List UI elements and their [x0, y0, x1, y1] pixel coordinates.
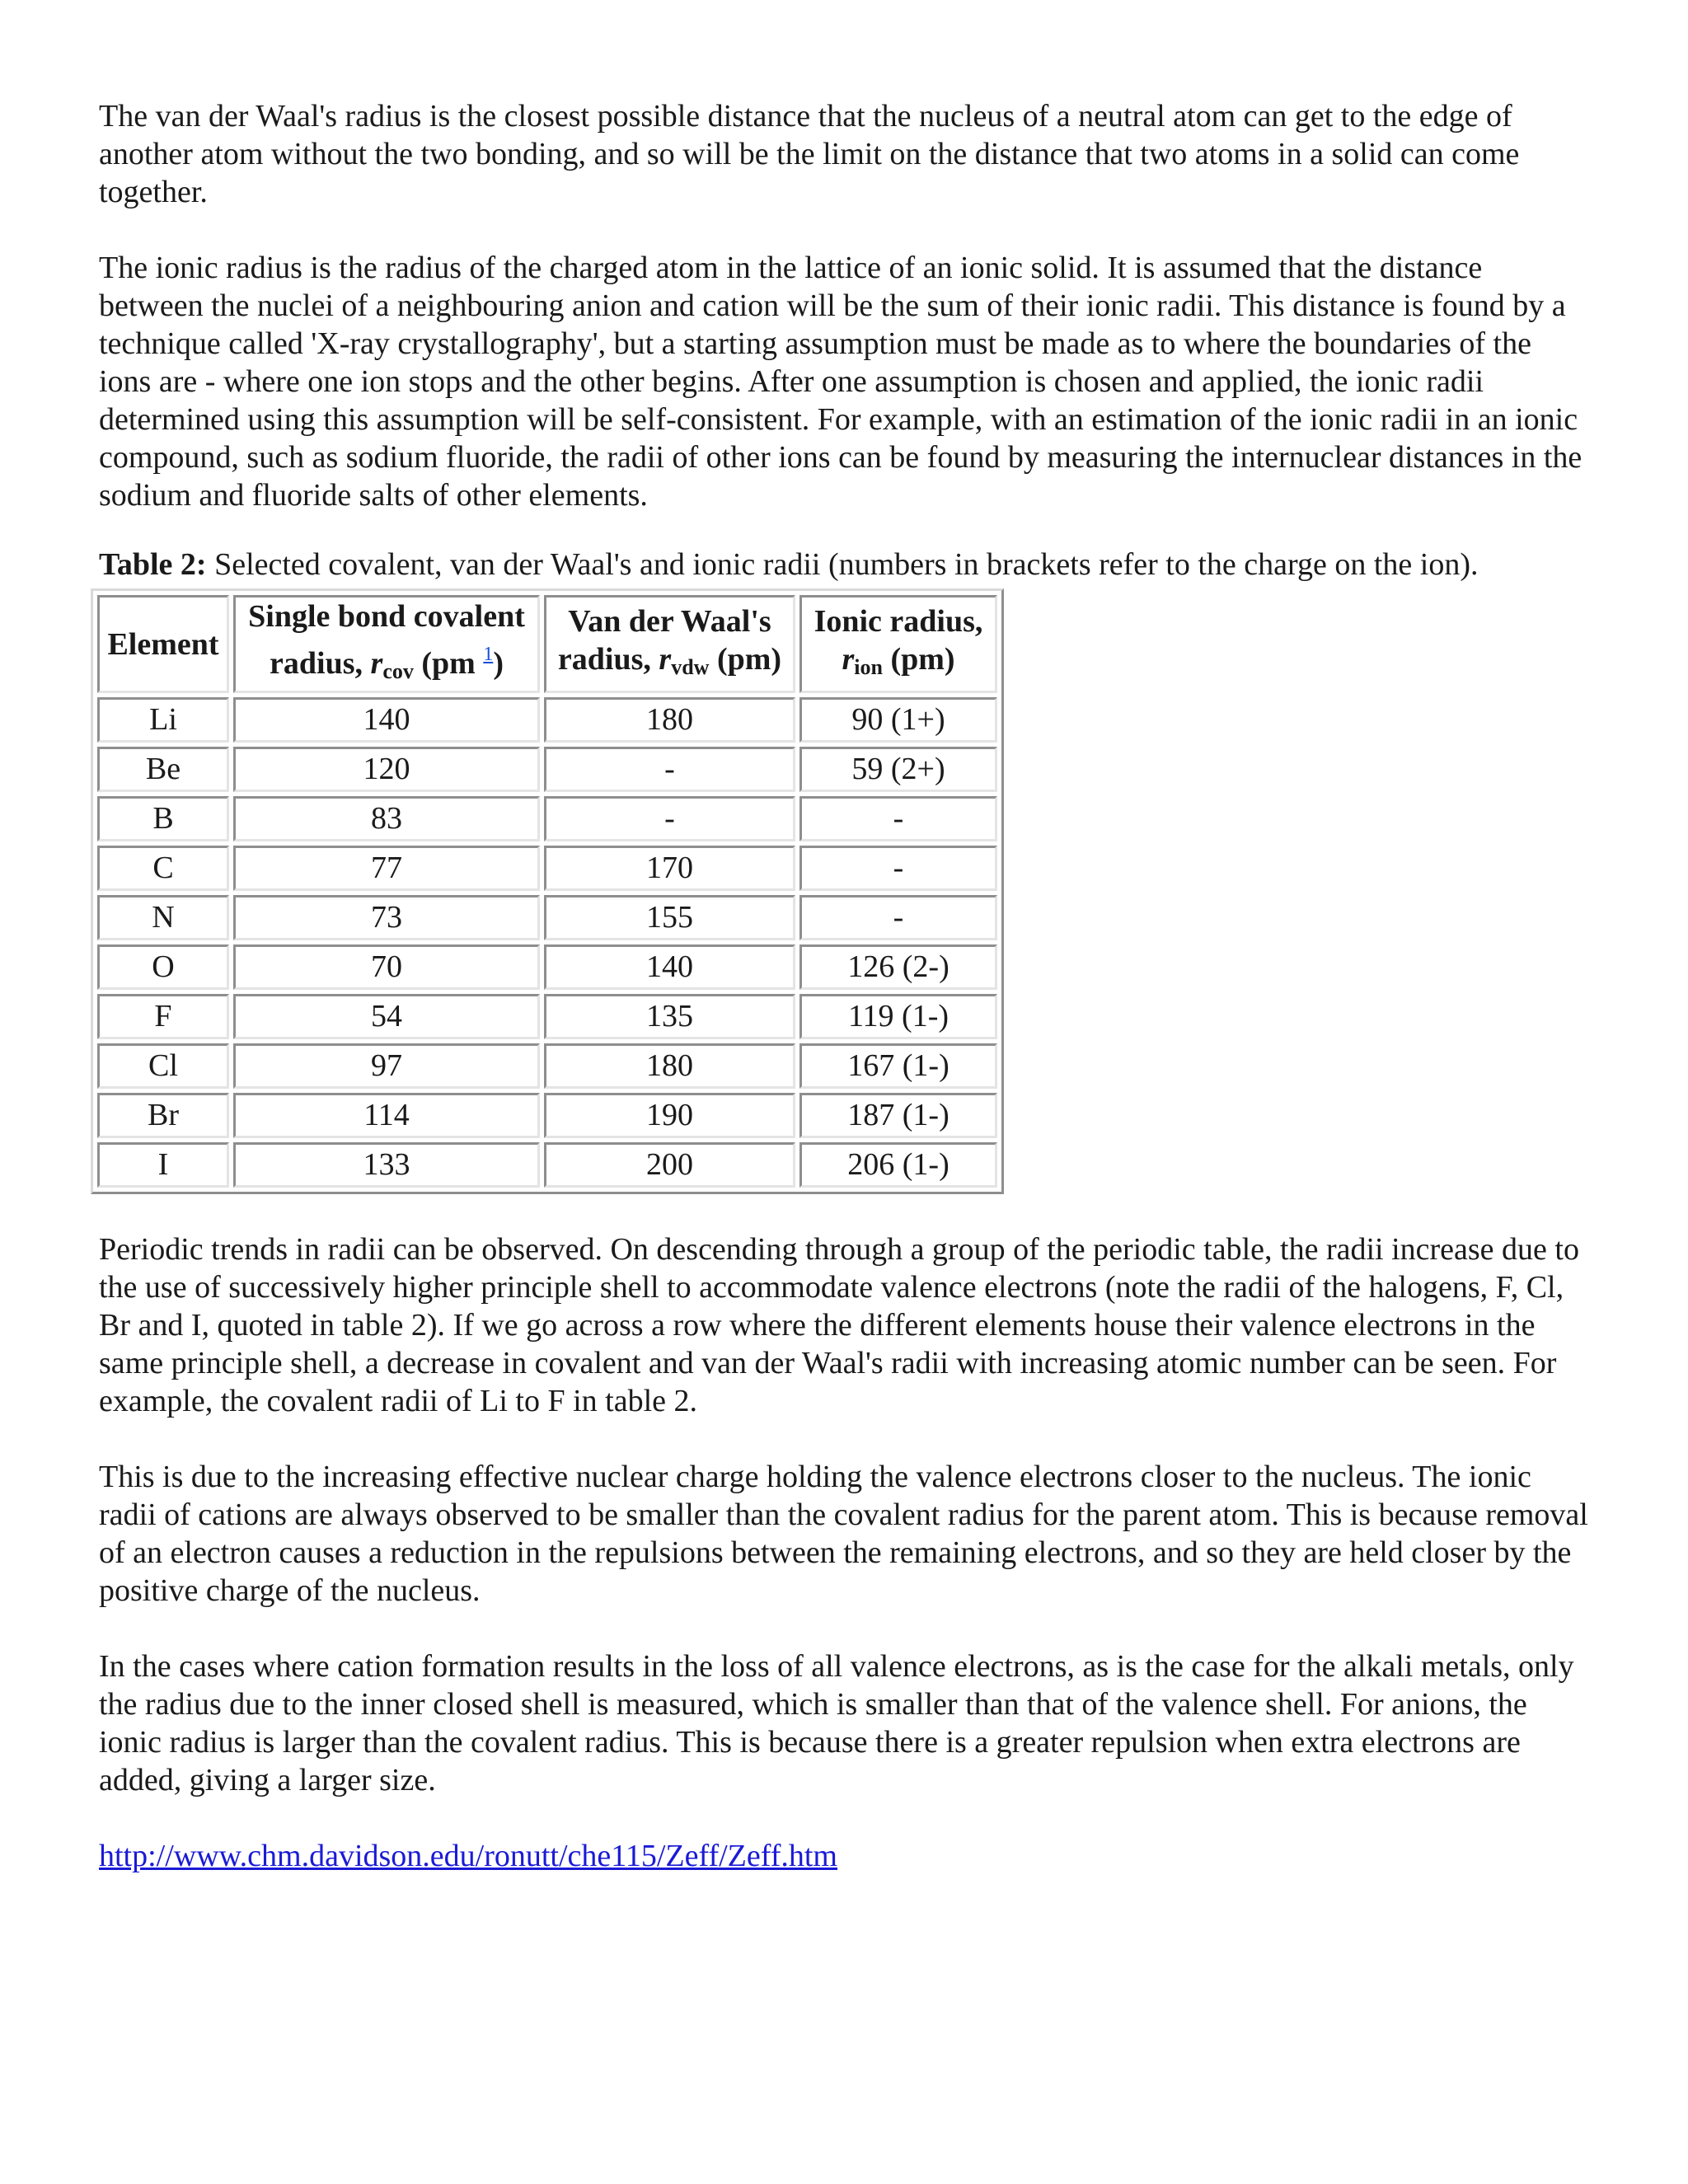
cell-covalent: 97 [233, 1043, 540, 1089]
cell-vdw: 180 [544, 1043, 795, 1089]
header-ionic-radius: Ionic radius, $r_{ion}$ (pm) [799, 595, 997, 693]
document-page [99, 97, 1591, 1875]
cell-ionic: 90 (1+) [799, 697, 997, 743]
cell-ionic: - [799, 846, 997, 891]
cell-vdw: 135 [544, 994, 795, 1039]
cell-vdw: - [544, 796, 795, 841]
table-row [97, 697, 997, 743]
table-caption-label: Table 2: [99, 547, 207, 582]
cell-ionic: 126 (2-) [799, 944, 997, 990]
cell-vdw: 200 [544, 1142, 795, 1188]
cell-vdw: 155 [544, 895, 795, 940]
cell-element: N [97, 895, 229, 940]
table-caption-text: Selected covalent, van der Waal's and ionic radii (numbers in brackets refer to the charge on the ion). [206, 547, 1479, 582]
reference-link[interactable]: http://www.chm.davidson.edu/ronutt/che115/Zeff/Zeff.htm [99, 1839, 837, 1873]
cell-covalent: 140 [233, 697, 540, 743]
table-header-row [97, 595, 997, 693]
cell-ionic: 187 (1-) [799, 1093, 997, 1138]
cell-covalent: 73 [233, 895, 540, 940]
cell-ionic: 119 (1-) [799, 994, 997, 1039]
cell-element: B [97, 796, 229, 841]
paragraph-nuclear-charge: This is due to the increasing effective nuclear charge holding the valence electrons closer to the nucleus. The ionic radii of cations are always observed to be smaller than the covalent radius for the parent atom. This is because removal of an electron causes a reduction in the repulsions between the remaining electrons, and so they are held closer by the positive charge of the nucleus. [99, 1460, 1588, 1608]
paragraph-vdw-radius: The van der Waal's radius is the closest possible distance that the nucleus of a neutral atom can get to the edge of another atom without the two bonding, and so will be the limit on the distance that two atoms in a solid can come together. [99, 99, 1520, 209]
paragraph-ionic-radius: The ionic radius is the radius of the charged atom in the lattice of an ionic solid. It is assumed that the distance between the nuclei of a neighbouring anion and cation will be the sum of their ionic radii. This distance is found by a technique called 'X-ray crystallography', but a starting assumption must be made as to where the boundaries of the ions are - where one ion stops and the other begins. After one assumption is chosen and applied, the ionic radii determined using this assumption will be self-consistent. For example, with an estimation of the ionic radii in an ionic compound, such as sodium fluoride, the radii of other ions can be found by measuring the internuclear distances in the sodium and fluoride salts of other elements. [99, 251, 1582, 513]
cell-ionic: 59 (2+) [799, 747, 997, 792]
cell-ionic: 206 (1-) [799, 1142, 997, 1188]
cell-ionic: 167 (1-) [799, 1043, 997, 1089]
table-caption [99, 546, 1591, 583]
cell-element: F [97, 994, 229, 1039]
cell-element: Br [97, 1093, 229, 1138]
cell-covalent: 83 [233, 796, 540, 841]
table-row [97, 1093, 997, 1138]
table-row [97, 994, 997, 1039]
cell-element: C [97, 846, 229, 891]
paragraph-periodic-trends: Periodic trends in radii can be observed. On descending through a group of the periodic table, the radii increase due to the use of successively higher principle shell to accommodate valence electrons (note the radii of the halogens, F, Cl, Br and I, quoted in table 2). If we go across a row where the different elements house their valence electrons in the same principle shell, a decrease in covalent and van der Waal's radii with increasing atomic number can be seen. For example, the covalent radii of Li to F in table 2. [99, 1232, 1579, 1418]
cell-vdw: 190 [544, 1093, 795, 1138]
cell-covalent: 70 [233, 944, 540, 990]
footnote-link[interactable]: 1 [483, 644, 494, 665]
cell-vdw: 140 [544, 944, 795, 990]
header-covalent-radius: Single bond covalent radius, $r_{cov}$ (pm $^1$) [233, 595, 540, 693]
table-row [97, 846, 997, 891]
cell-vdw: 180 [544, 697, 795, 743]
cell-ionic: - [799, 895, 997, 940]
paragraph-cation-anion: In the cases where cation formation results in the loss of all valence electrons, as is the case for the alkali metals, only the radius due to the inner closed shell is measured, which is smaller than that of the valence shell. For anions, the ionic radius is larger than the covalent radius. This is because there is a greater repulsion when extra electrons are added, giving a larger size. [99, 1649, 1574, 1797]
cell-vdw: 170 [544, 846, 795, 891]
cell-covalent: 77 [233, 846, 540, 891]
table-row [97, 944, 997, 990]
cell-ionic: - [799, 796, 997, 841]
cell-covalent: 133 [233, 1142, 540, 1188]
table-row [97, 1142, 997, 1188]
table-body [97, 697, 997, 1188]
cell-element: Be [97, 747, 229, 792]
header-element: Element [97, 595, 229, 693]
table-row [97, 796, 997, 841]
table-row [97, 1043, 997, 1089]
cell-element: Li [97, 697, 229, 743]
cell-element: Cl [97, 1043, 229, 1089]
cell-vdw: - [544, 747, 795, 792]
cell-covalent: 120 [233, 747, 540, 792]
table-row [97, 747, 997, 792]
radii-table [91, 588, 1004, 1194]
cell-covalent: 54 [233, 994, 540, 1039]
cell-covalent: 114 [233, 1093, 540, 1138]
header-vdw-radius: Van der Waal's radius, $r_{vdw}$ (pm) [544, 595, 795, 693]
cell-element: O [97, 944, 229, 990]
cell-element: I [97, 1142, 229, 1188]
table-row [97, 895, 997, 940]
